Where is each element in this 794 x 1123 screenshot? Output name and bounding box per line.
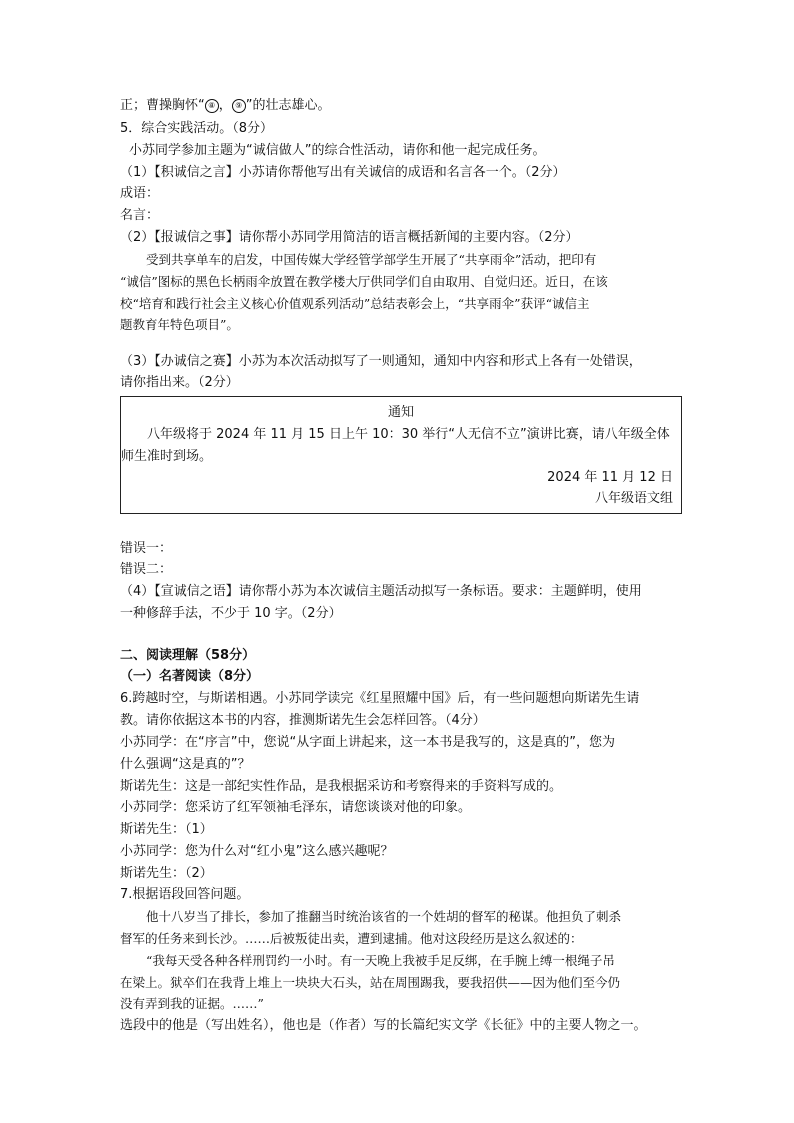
q5-part3-prompt: （3）【办诚信之赛】小苏为本次活动拟写了一则通知，通知中内容和形式上各有一处错误， xyxy=(120,354,642,369)
blank-marker-8: ⑧ xyxy=(205,99,219,113)
line-top: 正；曹操胸怀“ ⑧ ， ⑨ ”的壮志雄心。 xyxy=(120,98,331,113)
line-top-after: ”的壮志雄心。 xyxy=(245,98,331,113)
dialogue-line: 小苏同学：在“序言”中，您说“从字面上讲起来，这一本书是我写的，这是真的”，您为 xyxy=(120,735,615,750)
passage-line: “我每天受各种各样刑罚约一小时。有一天晚上我被手足反绑，在手腕上缚一根绳子吊 xyxy=(146,953,615,968)
passage-line: 在梁上。狱卒们在我背上堆上一块块大石头，站在周围踢我，要我招供——因为他们至今仍 xyxy=(120,975,621,990)
q5-part4-prompt: 一种修辞手法，不少于 10 字。（2分） xyxy=(120,606,342,621)
notice-date: 2024 年 11 月 12 日 xyxy=(547,470,673,485)
q6-intro: 6.跨越时空，与斯诺相遇。小苏同学读完《红星照耀中国》后，有一些问题想向斯诺先生请 xyxy=(120,691,640,706)
q7-title: 7.根据语段回答问题。 xyxy=(120,887,250,902)
passage-line: 督军的任务来到长沙。……后被叛徒出卖，遭到逮捕。他对这段经历是这么叙述的： xyxy=(120,931,583,946)
q5-part1-prompt: （1）【积诚信之言】小苏请你帮他写出有关诚信的成语和名言各一个。（2分） xyxy=(120,165,566,180)
subsection-title: （一）名著阅读（8分） xyxy=(120,669,260,684)
idiom-answer-label: 成语： xyxy=(120,186,160,201)
dialogue-line: 斯诺先生：这是一部纪实性作品，是我根据采访和考察得来的手资料写成的。 xyxy=(120,779,563,794)
q5-part3-prompt: 请你指出来。（2分） xyxy=(120,375,239,390)
dialogue-line: 斯诺先生：（1） xyxy=(120,822,213,837)
dialogue-line: 斯诺先生：（2） xyxy=(120,866,213,881)
news-line: 题教育年特色项目”。 xyxy=(120,317,239,332)
q7-question: 选段中的他是（写出姓名），他也是（作者）写的长篇纪实文学《长征》中的主要人物之一。 xyxy=(120,1018,647,1033)
q5-part4-prompt: （4）【宣诚信之语】请你帮小苏为本次诚信主题活动拟写一条标语。要求：主题鲜明，使用 xyxy=(120,584,642,599)
q5-part2-prompt: （2）【报诚信之事】请你帮小苏同学用简洁的语言概括新闻的主要内容。（2分） xyxy=(120,230,579,245)
passage-line: 他十八岁当了排长，参加了推翻当时统治该省的一个姓胡的督军的秘谋。他担负了刺杀 xyxy=(146,909,622,924)
notice-body-line: 师生准时到场。 xyxy=(121,449,213,464)
dialogue-line: 什么强调“这是真的”？ xyxy=(120,757,251,772)
quote-answer-label: 名言： xyxy=(120,208,160,223)
error-two-label: 错误二： xyxy=(120,562,173,577)
q5-intro: 小苏同学参加主题为“诚信做人”的综合性活动，请你和他一起完成任务。 xyxy=(129,143,546,158)
blank-marker-9: ⑨ xyxy=(232,99,246,113)
news-line: “诚信”图标的黑色长柄雨伞放置在教学楼大厅供同学们自由取用、自觉归还。近日，在该 xyxy=(120,274,608,289)
q6-intro: 教。请你依据这本书的内容，推测斯诺先生会怎样回答。（4分） xyxy=(120,713,486,728)
line-top-before: 正；曹操胸怀“ xyxy=(120,98,205,113)
news-line: 受到共享单车的启发，中国传媒大学经管学部学生开展了“共享雨伞”活动，把印有 xyxy=(146,252,597,267)
passage-line: 没有弄到我的证据。……” xyxy=(120,996,264,1011)
dialogue-line: 小苏同学：您采访了红军领袖毛泽东，请您谈谈对他的印象。 xyxy=(120,800,472,815)
error-one-label: 错误一： xyxy=(120,541,173,556)
news-line: 校“培育和践行社会主义核心价值观系列活动”总结表彰会上，“共享雨伞”获评“诚信主 xyxy=(120,296,590,311)
notice-title: 通知 xyxy=(387,405,414,420)
section-title: 二、阅读理解（58分） xyxy=(120,648,256,663)
notice-box xyxy=(120,396,682,514)
q5-title: 5．综合实践活动。（8分） xyxy=(120,121,274,136)
notice-body-line: 八年级将于 2024 年 11 月 15 日上午 10：30 举行“人无信不立”演讲比赛，请八年级全体 xyxy=(147,427,670,442)
notice-signer: 八年级语文组 xyxy=(594,491,673,506)
dialogue-line: 小苏同学：您为什么对“红小鬼”这么感兴趣呢？ xyxy=(120,844,394,859)
